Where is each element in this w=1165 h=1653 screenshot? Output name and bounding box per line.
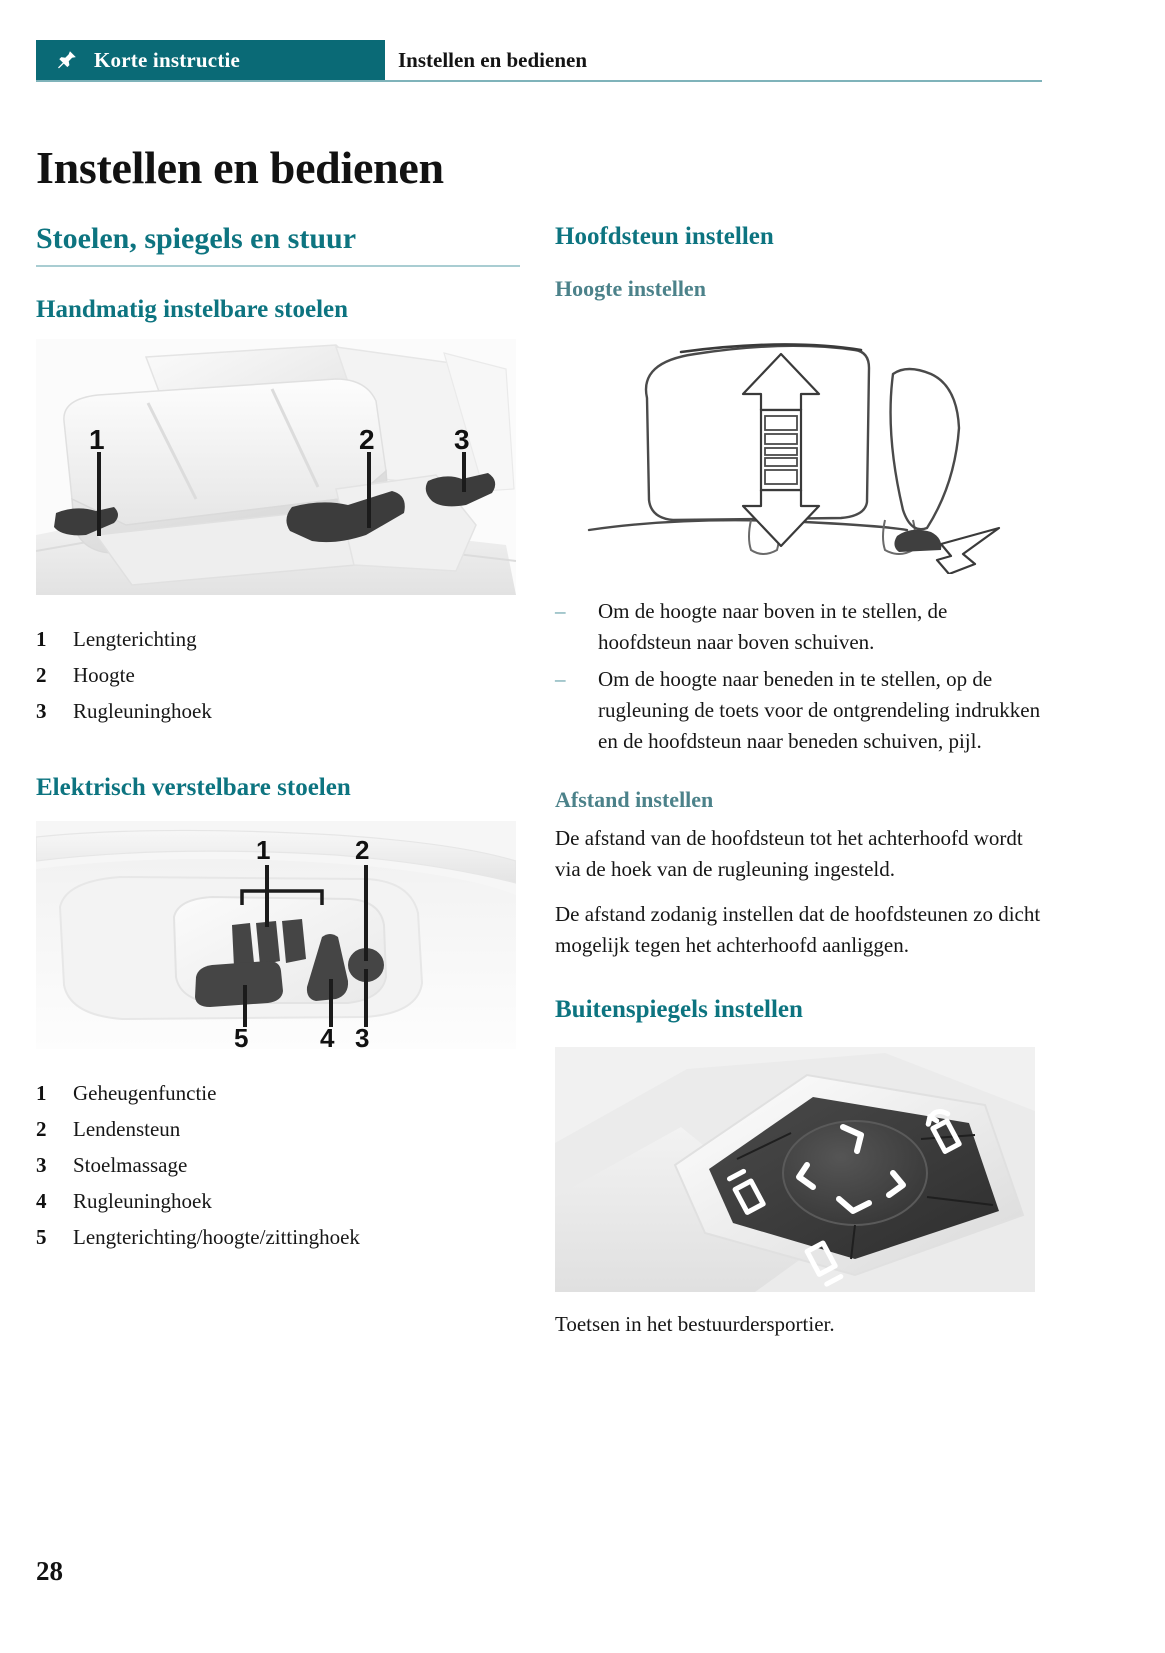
legend-number: 1	[36, 626, 47, 651]
power-seat-illustration	[36, 821, 516, 1049]
legend-label: Hoogte	[73, 662, 135, 687]
figure-caption-mirror: Toetsen in het bestuurdersportier.	[555, 1311, 835, 1336]
instruction-text: Om de hoogte naar boven in te stellen, de hoofdsteun naar boven schuiven.	[598, 599, 948, 655]
legend-label: Stoelmassage	[73, 1153, 188, 1178]
distance-paragraph-2: De afstand zodanig instellen dat de hoofdsteunen zo dicht mogelijk tegen het achterhoofd aanliggen.	[555, 901, 1041, 957]
callout-3: 3	[355, 1022, 370, 1049]
legend-label: Rugleuninghoek	[73, 1189, 212, 1214]
dash-bullet-icon: –	[555, 667, 566, 692]
callout-1: 1	[256, 834, 271, 865]
headrest-height-instructions	[555, 596, 1042, 756]
headrest-illustration	[555, 324, 1035, 574]
legend-number: 5	[36, 1225, 47, 1250]
subsection-heading-handmatig-instelbare-stoelen: Handmatig instelbare stoelen	[36, 295, 349, 323]
legend-number: 1	[36, 1080, 47, 1105]
subsection-heading-hoogte-instellen: Hoogte instellen	[555, 276, 706, 301]
legend-label: Rugleuninghoek	[73, 698, 212, 723]
figure-mirror-controls	[555, 1047, 1035, 1292]
page-number: 28	[36, 1556, 63, 1586]
list-item	[36, 693, 520, 729]
right-column	[555, 222, 1042, 1339]
section-heading-stoelen-spiegels-stuur: Stoelen, spiegels en stuur	[36, 222, 357, 255]
list-item	[36, 1219, 520, 1255]
callout-4: 4	[320, 1022, 335, 1049]
distance-paragraph-1: De afstand van de hoofdsteun tot het achterhoofd wordt via de hoek van de rugleuning ingesteld.	[555, 826, 1023, 881]
pin-icon	[56, 49, 78, 71]
legend-manual-seats	[36, 621, 520, 729]
running-header	[0, 40, 1165, 84]
legend-power-seats	[36, 1075, 520, 1256]
header-tab-label: Korte instructie	[94, 47, 241, 72]
header-chapter-title: Instellen en bedienen	[398, 47, 588, 72]
list-item	[36, 657, 520, 693]
callout-2: 2	[359, 423, 375, 455]
list-item	[36, 1075, 520, 1111]
legend-label: Lengterichting/hoogte/zittinghoek	[73, 1225, 360, 1250]
legend-number: 2	[36, 1116, 47, 1141]
instruction-text: Om de hoogte naar beneden in te stellen, op de rugleuning de toets voor de ontgrendeling indrukken en de hoofdsteun naar beneden schuiven, pijl.	[598, 667, 1041, 753]
legend-number: 3	[36, 1153, 47, 1178]
header-divider	[36, 80, 1042, 82]
subsection-heading-hoofdsteun-instellen: Hoofdsteun instellen	[555, 223, 774, 250]
legend-label: Lendensteun	[73, 1116, 181, 1141]
callout-2: 2	[355, 834, 370, 865]
mirror-switch-illustration	[555, 1047, 1035, 1292]
left-column	[36, 222, 520, 1255]
section-heading-divider	[36, 265, 520, 267]
page-title: Instellen en bedienen	[36, 141, 444, 193]
list-item	[36, 1111, 520, 1147]
figure-headrest	[555, 324, 1035, 574]
manual-seat-illustration	[36, 339, 516, 595]
header-tab-korte-instructie[interactable]	[36, 40, 385, 80]
legend-number: 3	[36, 698, 47, 723]
list-item	[555, 596, 1042, 658]
callout-5: 5	[234, 1022, 249, 1049]
list-item	[555, 664, 1042, 757]
callout-3: 3	[454, 423, 470, 455]
legend-label: Geheugenfunctie	[73, 1080, 217, 1105]
list-item	[36, 1183, 520, 1219]
subsection-heading-afstand-instellen: Afstand instellen	[555, 786, 714, 812]
figure-power-seat-controls	[36, 821, 516, 1049]
figure-manual-seat	[36, 339, 516, 595]
subsection-heading-elektrisch-verstelbare-stoelen: Elektrisch verstelbare stoelen	[36, 773, 351, 801]
list-item	[36, 1147, 520, 1183]
callout-1: 1	[89, 423, 105, 455]
legend-number: 4	[36, 1189, 47, 1214]
legend-number: 2	[36, 662, 47, 687]
dash-bullet-icon: –	[555, 599, 566, 624]
subsection-heading-buitenspiegels-instellen: Buitenspiegels instellen	[555, 995, 803, 1023]
legend-label: Lengterichting	[73, 626, 197, 651]
list-item	[36, 621, 520, 657]
